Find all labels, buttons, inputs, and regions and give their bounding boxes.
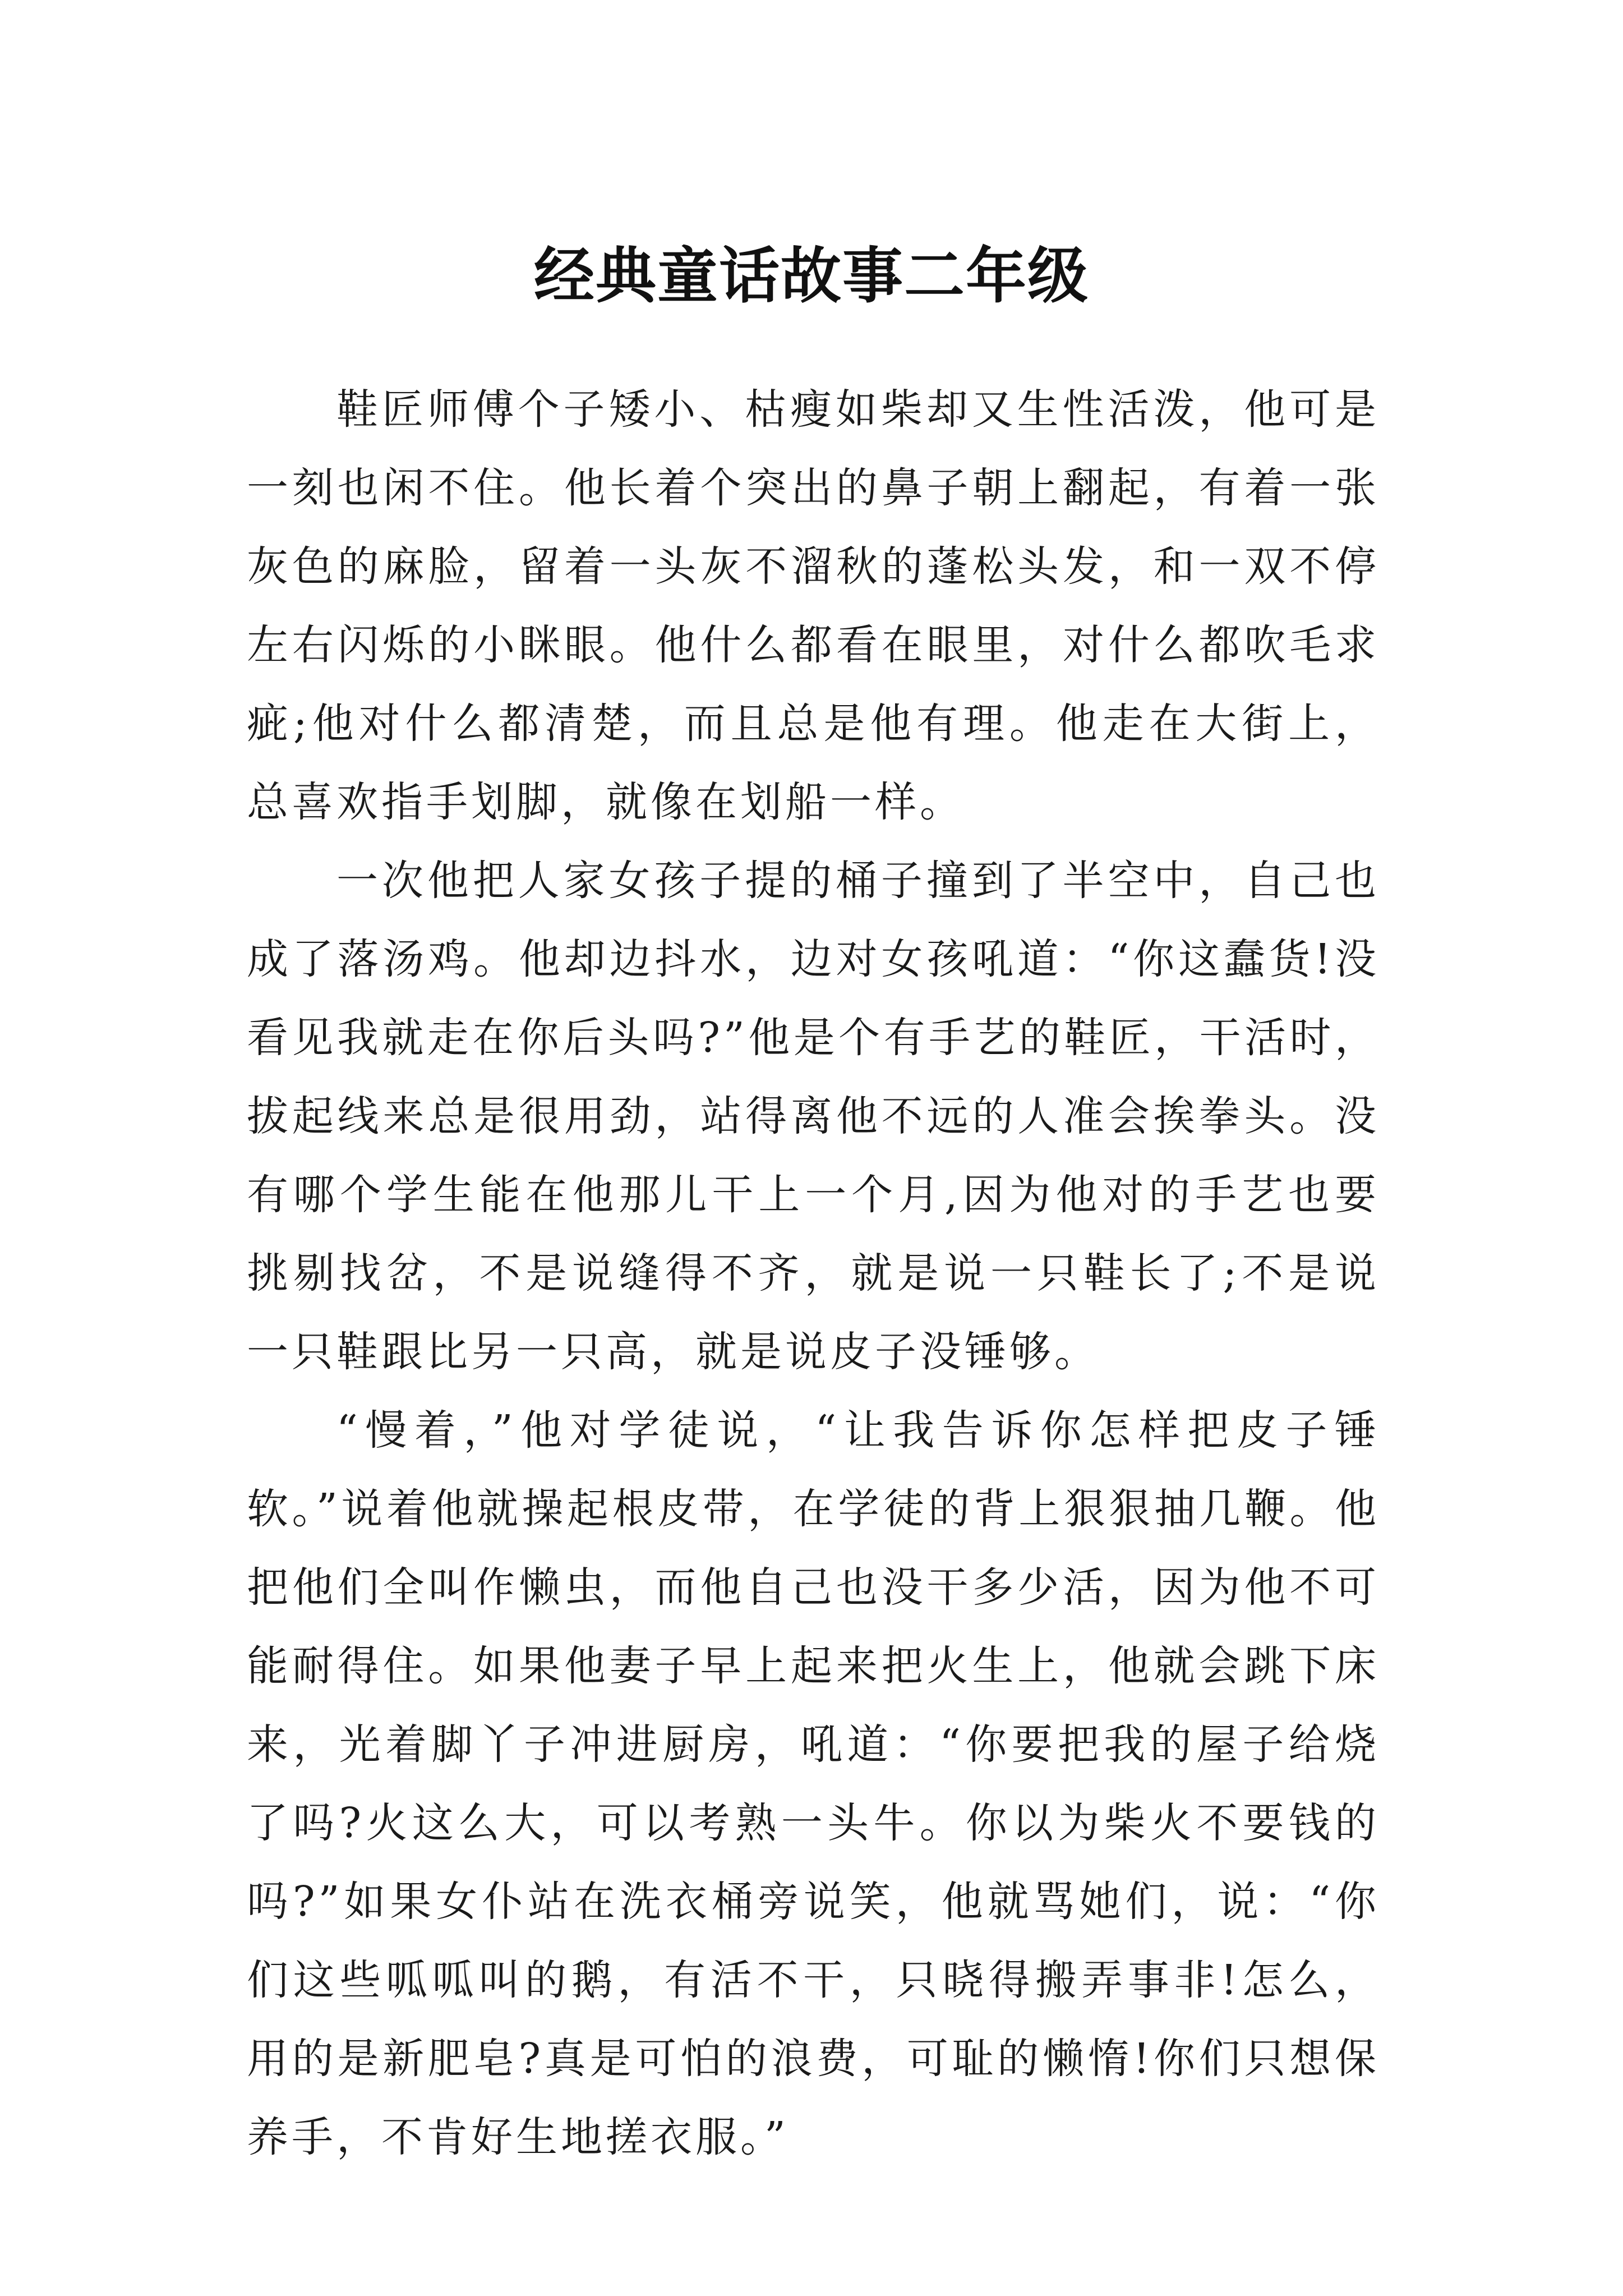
- paragraph-2: 一次他把人家女孩子提的桶子撞到了半空中，自己也成了落汤鸡。他却边抖水，边对女孩吼道：“你这蠢货!没看见我就走在你后头吗?”他是个有手艺的鞋匠，干活时，拔起线来总是很用劲，站得离他不远的人准会挨拳头。没有哪个学生能在他那儿干上一个月,因为他对的手艺也要挑剔找岔，不是说缝得不齐，就是说一只鞋长了;不是说一只鞋跟比另一只高，就是说皮子没锤够。: [247, 857, 1380, 1376]
- document-body: [247, 370, 1380, 2177]
- document-title: 经典童话故事二年级: [533, 241, 1089, 312]
- paragraph-3: “慢着，”他对学徒说，“让我告诉你怎样把皮子锤软。”说着他就操起根皮带，在学徒的背上狠狠抽几鞭。他把他们全叫作懒虫，而他自己也没干多少活，因为他不可能耐得住。如果他妻子早上起来把火生上，他就会跳下床来，光着脚丫子冲进厨房，吼道：“你要把我的屋子给烧了吗?火这么大，可以考熟一头牛。你以为柴火不要钱的吗?”如果女仆站在洗衣桶旁说笑，他就骂她们，说：“你们这些呱呱叫的鹅，有活不干，只晓得搬弄事非!怎么，用的是新肥皂?真是可怕的浪费，可耻的懒惰!你们只想保养手，不肯好生地搓衣服。”: [247, 1406, 1380, 2161]
- paragraph-1: 鞋匠师傅个子矮小、枯瘦如柴却又生性活泼，他可是一刻也闲不住。他长着个突出的鼻子朝上翻起，有着一张灰色的麻脸，留着一头灰不溜秋的蓬松头发，和一双不停左右闪烁的小眯眼。他什么都看在眼里，对什么都吹毛求疵;他对什么都清楚，而且总是他有理。他走在大街上，总喜欢指手划脚，就像在划船一样。: [247, 385, 1380, 826]
